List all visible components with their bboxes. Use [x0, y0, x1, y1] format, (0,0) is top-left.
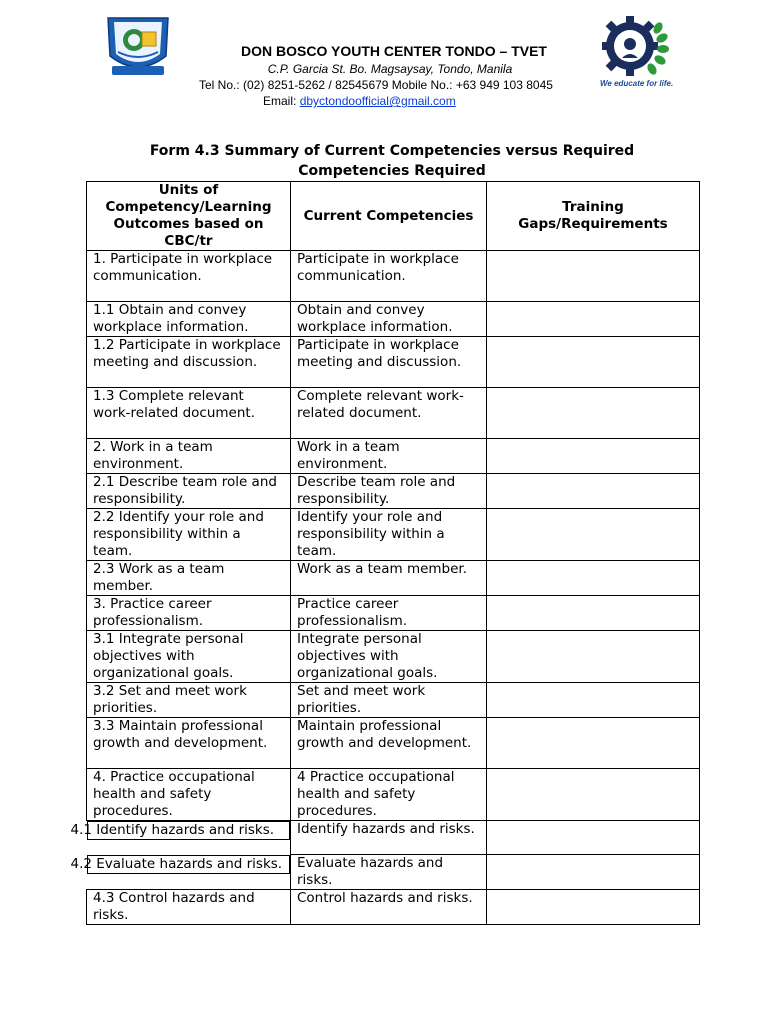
current-competency-cell: Obtain and convey workplace information.	[291, 302, 487, 337]
training-gap-cell[interactable]	[487, 251, 700, 302]
current-competency-cell: Complete relevant work-related document.	[291, 388, 487, 439]
table-row	[87, 718, 700, 769]
unit-cell: 3.1 Integrate personal objectives with organizational goals.	[87, 631, 291, 683]
telephone-line: Tel No.: (02) 8251-5262 / 82545679 Mobile No.: +63 949 103 8045	[199, 78, 553, 92]
unit-cell: 4. Practice occupational health and safety procedures.	[87, 769, 291, 821]
table-row	[87, 596, 700, 631]
email-label: Email:	[263, 94, 300, 108]
current-competency-cell: Identify your role and responsibility within a team.	[291, 509, 487, 561]
organization-address: C.P. Garcia St. Bo. Magsaysay, Tondo, Manila	[267, 62, 513, 76]
current-competency-cell: Describe team role and responsibility.	[291, 474, 487, 509]
header-training-gaps: Training Gaps/Requirements	[487, 182, 700, 251]
table-row	[87, 474, 700, 509]
unit-cell: 3.2 Set and meet work priorities.	[87, 683, 291, 718]
tagline: We educate for life.	[600, 79, 674, 88]
training-gap-cell[interactable]	[487, 337, 700, 388]
form-title	[86, 141, 698, 181]
current-competency-cell: Participate in workplace meeting and discussion.	[291, 337, 487, 388]
training-gap-cell[interactable]	[487, 474, 700, 509]
training-gap-cell[interactable]	[487, 439, 700, 474]
form-title-line-1: Form 4.3 Summary of Current Competencies versus Required	[149, 143, 635, 159]
letterhead	[0, 0, 768, 120]
table-row	[87, 631, 700, 683]
competencies-table	[70, 181, 700, 925]
table-row	[87, 388, 700, 439]
unit-cell: 4.2 Evaluate hazards and risks.	[87, 855, 291, 874]
training-gap-cell[interactable]	[487, 890, 700, 925]
current-competency-cell: Control hazards and risks.	[291, 890, 487, 925]
form-title-line-2: Competencies Required	[298, 163, 486, 179]
current-competency-cell: Integrate personal objectives with organizational goals.	[291, 631, 487, 683]
email-link[interactable]: dbyctondoofficial@gmail.com	[299, 94, 456, 108]
table-body	[70, 251, 700, 925]
organization-name: DON BOSCO YOUTH CENTER TONDO – TVET	[241, 43, 547, 59]
training-gap-cell[interactable]	[487, 855, 700, 890]
unit-cell: 1. Participate in workplace communication.	[87, 251, 291, 302]
unit-cell: 1.3 Complete relevant work-related document.	[87, 388, 291, 439]
training-gap-cell[interactable]	[487, 631, 700, 683]
email-line	[263, 94, 456, 108]
table-row	[87, 769, 700, 821]
current-competency-cell: Work as a team member.	[291, 561, 487, 596]
current-competency-cell: 4 Practice occupational health and safety procedures.	[291, 769, 487, 821]
current-competency-cell: Work in a team environment.	[291, 439, 487, 474]
training-gap-cell[interactable]	[487, 302, 700, 337]
current-competency-cell: Set and meet work priorities.	[291, 683, 487, 718]
unit-cell: 3.3 Maintain professional growth and development.	[87, 718, 291, 769]
unit-cell: 2. Work in a team environment.	[87, 439, 291, 474]
unit-cell: 4.3 Control hazards and risks.	[87, 890, 291, 925]
table-row	[87, 855, 700, 890]
unit-cell: 3. Practice career professionalism.	[87, 596, 291, 631]
unit-cell: 2.1 Describe team role and responsibility.	[87, 474, 291, 509]
training-gap-cell[interactable]	[487, 769, 700, 821]
table-row	[87, 302, 700, 337]
training-gap-cell[interactable]	[487, 388, 700, 439]
unit-cell: 1.2 Participate in workplace meeting and discussion.	[87, 337, 291, 388]
unit-cell: 2.3 Work as a team member.	[87, 561, 291, 596]
table-row	[87, 251, 700, 302]
header-units-of-competency: Units of Competency/Learning Outcomes based on CBC/tr	[87, 182, 291, 251]
table-row	[87, 439, 700, 474]
unit-cell: 2.2 Identify your role and responsibility within a team.	[87, 509, 291, 561]
unit-cell: 4.1 Identify hazards and risks.	[87, 821, 291, 840]
header-current-competencies: Current Competencies	[291, 182, 487, 251]
table-row	[87, 683, 700, 718]
training-gap-cell[interactable]	[487, 821, 700, 855]
current-competency-cell: Maintain professional growth and development.	[291, 718, 487, 769]
table-row	[87, 821, 700, 855]
training-gap-cell[interactable]	[487, 683, 700, 718]
table-row	[87, 561, 700, 596]
training-gap-cell[interactable]	[487, 596, 700, 631]
table-row	[87, 509, 700, 561]
current-competency-cell: Identify hazards and risks.	[291, 821, 487, 855]
training-gap-cell[interactable]	[487, 718, 700, 769]
current-competency-cell: Practice career professionalism.	[291, 596, 487, 631]
training-gap-cell[interactable]	[487, 561, 700, 596]
table-header-row	[87, 182, 700, 251]
current-competency-cell: Evaluate hazards and risks.	[291, 855, 487, 890]
unit-cell: 1.1 Obtain and convey workplace information.	[87, 302, 291, 337]
current-competency-cell: Participate in workplace communication.	[291, 251, 487, 302]
table-row	[87, 890, 700, 925]
training-gap-cell[interactable]	[487, 509, 700, 561]
table-row	[87, 337, 700, 388]
